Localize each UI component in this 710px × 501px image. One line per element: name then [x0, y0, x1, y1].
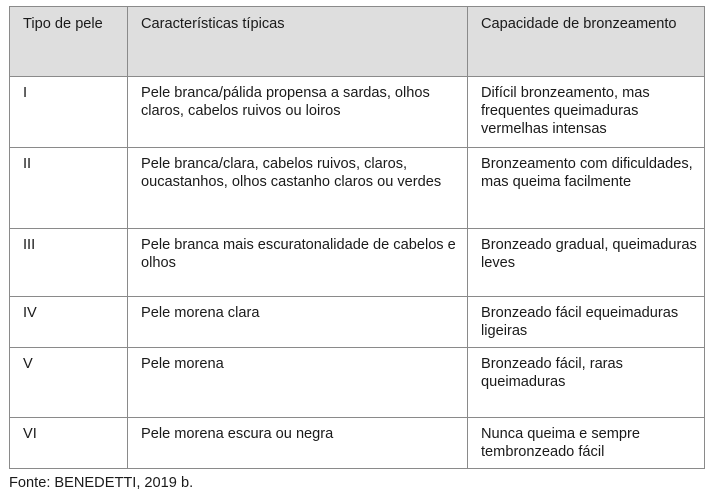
- cell-tanning-capacity: Bronzeado fácil, raras queimaduras: [468, 348, 705, 418]
- cell-skin-type: I: [10, 77, 128, 148]
- header-characteristics: Características típicas: [128, 7, 468, 77]
- table-row: [10, 148, 705, 229]
- cell-characteristics: Pele morena escura ou negra: [128, 418, 468, 469]
- cell-characteristics: Pele branca mais escuratonalidade de cabelos e olhos: [128, 229, 468, 297]
- cell-characteristics: Pele branca/clara, cabelos ruivos, claros, oucastanhos, olhos castanho claros ou verdes: [128, 148, 468, 229]
- cell-characteristics: Pele branca/pálida propensa a sardas, olhos claros, cabelos ruivos ou loiros: [128, 77, 468, 148]
- table-row: [10, 418, 705, 469]
- table-header-row: [10, 7, 705, 77]
- skin-type-table: [9, 6, 705, 469]
- cell-tanning-capacity: Bronzeado gradual, queimaduras leves: [468, 229, 705, 297]
- header-skin-type: Tipo de pele: [10, 7, 128, 77]
- source-caption: Fonte: BENEDETTI, 2019 b.: [9, 475, 194, 491]
- cell-tanning-capacity: Difícil bronzeamento, mas frequentes queimaduras vermelhas intensas: [468, 77, 705, 148]
- cell-skin-type: II: [10, 148, 128, 229]
- table-row: [10, 77, 705, 148]
- cell-tanning-capacity: Nunca queima e sempre tembronzeado fácil: [468, 418, 705, 469]
- cell-characteristics: Pele morena clara: [128, 297, 468, 348]
- table-row: [10, 297, 705, 348]
- cell-skin-type: IV: [10, 297, 128, 348]
- cell-tanning-capacity: Bronzeamento com dificuldades, mas queima facilmente: [468, 148, 705, 229]
- header-tanning-capacity: Capacidade de bronzeamento: [468, 7, 705, 77]
- cell-tanning-capacity: Bronzeado fácil equeimaduras ligeiras: [468, 297, 705, 348]
- cell-characteristics: Pele morena: [128, 348, 468, 418]
- cell-skin-type: III: [10, 229, 128, 297]
- table-row: [10, 348, 705, 418]
- cell-skin-type: VI: [10, 418, 128, 469]
- table-row: [10, 229, 705, 297]
- cell-skin-type: V: [10, 348, 128, 418]
